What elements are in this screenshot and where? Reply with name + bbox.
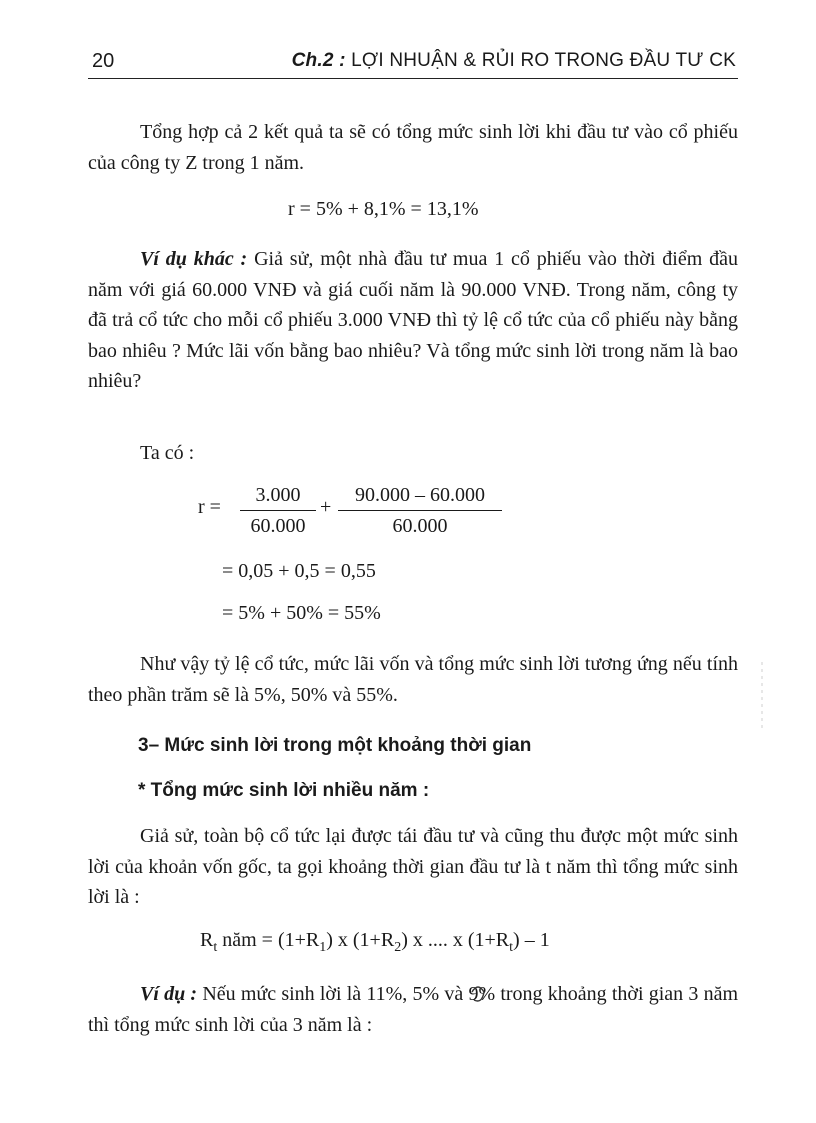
section-heading: 3– Mức sinh lời trong một khoảng thời gian <box>138 735 532 756</box>
subsection-heading: * Tổng mức sinh lời nhiều năm : <box>138 780 430 801</box>
formula-plus: + <box>320 496 332 518</box>
example-text: Nếu mức sinh lời là 11%, 5% và 9% trong khoảng thời gian 3 năm thì tổng mức sinh lời của 3 năm là : <box>88 983 739 1036</box>
fraction-numerator: 3.000 <box>240 484 316 511</box>
formula-line-decimal: = 0,05 + 0,5 = 0,55 <box>222 560 376 582</box>
example-label: Ví dụ khác : <box>140 248 248 270</box>
pen-mark <box>472 987 484 1001</box>
paragraph-multi-year: Giả sử, toàn bộ cổ tức lại được tái đầu tư và cũng thu được một mức sinh lời của khoản vốn gốc, ta gọi khoảng thời gian đầu tư là t năm thì tổng mức sinh lời là : <box>88 825 738 908</box>
fraction-denominator: 60.000 <box>250 515 306 537</box>
paragraph-conclusion: Như vậy tỷ lệ cổ tức, mức lãi vốn và tổng mức sinh lời tương ứng nếu tính theo phần trăm sẽ là 5%, 50% và 55%. <box>88 653 738 706</box>
chapter-title-text: LỢI NHUẬN & RỦI RO TRONG ĐẦU TƯ CK <box>351 50 736 71</box>
example-text: Giả sử, một nhà đầu tư mua 1 cổ phiếu vào thời điểm đầu năm với giá 60.000 VNĐ và giá cuối năm là 90.000 VNĐ. Trong năm, công ty đã trả cổ tức cho mỗi cổ phiếu 3.000 VNĐ thì tỷ lệ cổ tức của cổ phiếu này bằng bao nhiêu ? Mức lãi vốn bằng bao nhiêu? Và tổng mức sinh lời trong năm là bao nhiêu? <box>88 248 739 392</box>
paragraph-total-return: Tổng hợp cả 2 kết quả ta sẽ có tổng mức sinh lời khi đầu tư vào cổ phiếu của công ty Z trong 1 năm. <box>88 121 738 174</box>
fraction-denominator: 60.000 <box>392 515 448 537</box>
equation-multi-year-return: $R_t$ năm = $(1+R_1)$ x $(1+R_2)$ x .... x $(1+R_t) - 1$ <box>200 929 550 955</box>
formula-line-percent: = 5% + 50% = 55% <box>222 602 381 624</box>
page-number: 20 <box>92 50 115 72</box>
paragraph-we-have: Ta có : <box>140 442 195 464</box>
equation-total-return: r = 5% + 8,1% = 13,1% <box>288 198 479 220</box>
example-label: Ví dụ : <box>140 983 198 1005</box>
chapter-prefix: Ch.2 : <box>291 50 346 71</box>
formula-lhs: r = <box>198 496 221 518</box>
fraction-numerator: 90.000 – 60.000 <box>338 484 502 511</box>
